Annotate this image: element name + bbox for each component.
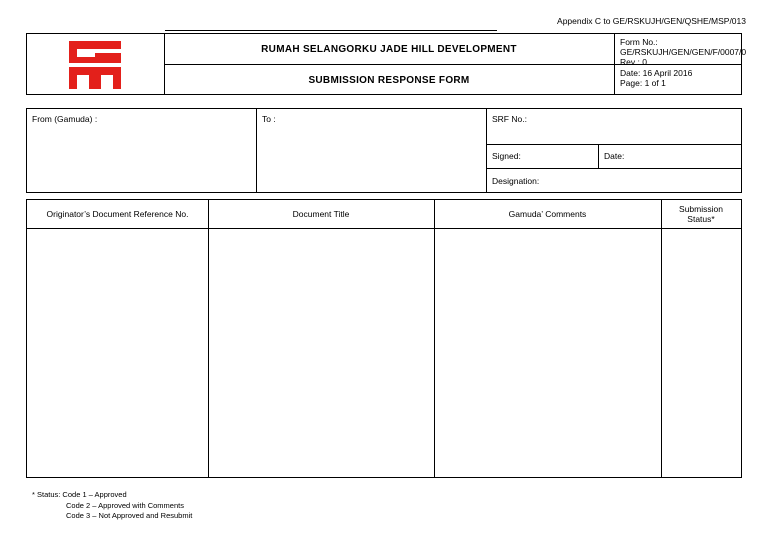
form-no-label: Form No.: bbox=[620, 37, 658, 47]
from-to-section bbox=[26, 108, 742, 193]
col-header-reference: Originator’s Document Reference No. bbox=[46, 209, 189, 219]
srf-no-label: SRF No.: bbox=[492, 114, 527, 124]
response-table bbox=[26, 199, 742, 478]
gamuda-logo-icon bbox=[65, 41, 125, 89]
from-label: From (Gamuda) : bbox=[32, 114, 98, 124]
col-header-comments: Gamuda’ Comments bbox=[508, 209, 587, 219]
form-no-value: GE/RSKUJH/GEN/GEN/F/0007/0 bbox=[620, 47, 747, 57]
appendix-divider bbox=[165, 30, 497, 31]
status-code-2: Code 2 – Approved with Comments bbox=[66, 500, 184, 510]
col-header-status: Submission Status* bbox=[679, 204, 723, 224]
revision: Rev : 0 bbox=[620, 57, 647, 67]
srf-divider bbox=[486, 144, 742, 145]
date-label: Date: bbox=[604, 151, 625, 161]
ft-divider-1 bbox=[256, 109, 257, 192]
status-footnote bbox=[32, 490, 192, 522]
page-number: Page: 1 of 1 bbox=[620, 78, 666, 88]
status-code-1: * Status: Code 1 – Approved bbox=[32, 490, 127, 499]
status-code-3: Code 3 – Not Approved and Resubmit bbox=[66, 511, 193, 520]
col-divider-1 bbox=[208, 200, 209, 477]
col-divider-3 bbox=[661, 200, 662, 477]
form-date: Date: 16 April 2016 bbox=[620, 68, 693, 78]
appendix-reference: Appendix C to GE/RSKUJH/GEN/QSHE/MSP/013 bbox=[557, 16, 746, 26]
to-label: To : bbox=[262, 114, 276, 124]
logo-cell bbox=[27, 34, 165, 94]
form-meta bbox=[620, 37, 747, 88]
project-title: RUMAH SELANGORKU JADE HILL DEVELOPMENT bbox=[164, 34, 614, 65]
header-row-divider bbox=[27, 228, 741, 229]
ft-divider-2 bbox=[486, 109, 487, 192]
title-cell bbox=[164, 34, 615, 94]
designation-divider bbox=[486, 168, 742, 169]
signed-date-divider bbox=[598, 144, 599, 168]
form-header bbox=[26, 33, 747, 95]
col-divider-2 bbox=[434, 200, 435, 477]
designation-label: Designation: bbox=[492, 176, 540, 186]
form-title: SUBMISSION RESPONSE FORM bbox=[308, 74, 470, 86]
signed-label: Signed: bbox=[492, 151, 521, 161]
col-header-title: Document Title bbox=[292, 209, 350, 219]
